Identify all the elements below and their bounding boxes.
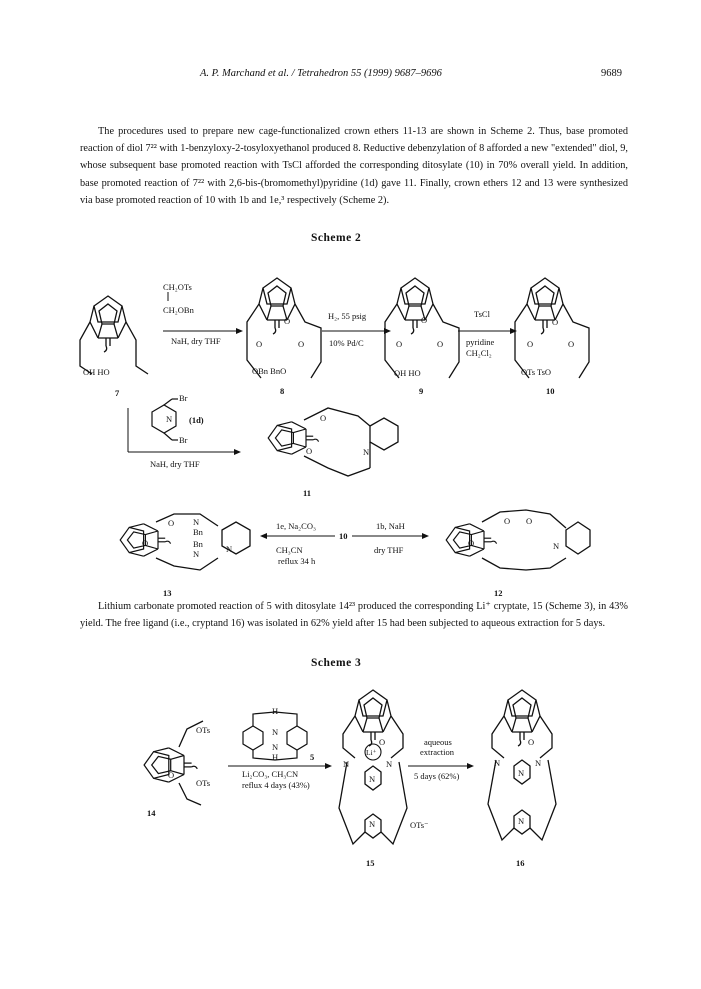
compound-12-label: 12 bbox=[494, 588, 503, 598]
label-o-12a: O bbox=[504, 516, 511, 526]
compound-14-structure bbox=[144, 721, 203, 805]
compound-5-label: 5 bbox=[310, 752, 315, 762]
label-n-11: N bbox=[363, 447, 370, 457]
pyridine-1d-structure bbox=[152, 399, 178, 440]
label-o-10a: O bbox=[552, 317, 559, 327]
running-head: A. P. Marchand et al. / Tetrahedron 55 (1999) 9687–9696 bbox=[200, 68, 442, 79]
paragraph-intro: The procedures used to prepare new cage-functionalized crown ethers 11-13 are shown in Scheme 2. Thus, base promoted reaction of diol 7²² with 1-benzyloxy-2-tosyloxyethanol produced 8. Reductive debenzylation of 8 afforded a new "extended" diol, 9, whose subsequent base promoted reaction with TsCl afforded the corresponding ditosylate (10) in 70% overall yield. In addition, base promoted reaction of 7²² with 2,6-bis-(bromomethyl)pyridine (1d) gave 11. Finally, crown ethers 12 and 13 were synthesized via base promoted reaction of 10 with 1b and 1e,³ respectively (Scheme 2). bbox=[80, 126, 628, 206]
reagent-1e: 1e, Na₂CO₃ bbox=[276, 521, 316, 531]
compound-10-structure bbox=[515, 278, 589, 378]
label-o-16: O bbox=[528, 737, 535, 747]
reagent-pdc: 10% Pd/C bbox=[329, 338, 364, 348]
label-n-15a: N bbox=[343, 759, 350, 769]
label-h-5b: H bbox=[272, 752, 279, 762]
compound-14-label: 14 bbox=[147, 808, 156, 818]
compound-7-structure bbox=[80, 296, 148, 374]
label-o-13a: O bbox=[168, 518, 175, 528]
label-n-16b: N bbox=[535, 758, 542, 768]
reagent-5days: 5 days (62%) bbox=[414, 771, 460, 781]
label-1d: (1d) bbox=[189, 415, 204, 425]
label-o-8c: O bbox=[298, 339, 305, 349]
compound-9-structure bbox=[385, 278, 459, 378]
label-o-12b: O bbox=[526, 516, 533, 526]
compound-15-label: 15 bbox=[366, 858, 375, 868]
label-oh-ho-9: OH HO bbox=[394, 368, 421, 378]
reagent-dry-thf: dry THF bbox=[374, 545, 404, 555]
label-h-5a: H bbox=[272, 706, 279, 716]
label-o-9b: O bbox=[396, 339, 403, 349]
label-o-10c: O bbox=[568, 339, 575, 349]
compound-7-label: 7 bbox=[115, 388, 120, 398]
reagent-aqueous: aqueous bbox=[424, 737, 452, 747]
reagent-pyridine: pyridine bbox=[466, 337, 495, 347]
reagent-extraction: extraction bbox=[420, 747, 454, 757]
label-obn-bno-8: OBn BnO bbox=[252, 366, 287, 376]
label-oh-ho-7: OH HO bbox=[83, 367, 110, 377]
compound-13-structure bbox=[120, 514, 250, 570]
scheme-3-title: Scheme 3 bbox=[311, 657, 362, 669]
reagent-ch2cl2: CH₂Cl₂ bbox=[466, 348, 492, 358]
reagent-h2: H₂, 55 psig bbox=[328, 311, 367, 321]
label-n-15c: N bbox=[369, 774, 376, 784]
label-br-1: Br bbox=[179, 393, 188, 403]
compound-16-label: 16 bbox=[516, 858, 525, 868]
label-o-13b: O bbox=[142, 538, 149, 548]
reagent-li2co3: Li₂CO₃, CH₃CN bbox=[242, 769, 299, 779]
reagent-ch3cn: CH₃CN bbox=[276, 545, 303, 555]
compound-8-structure bbox=[247, 278, 321, 378]
compound-8-label: 8 bbox=[280, 386, 285, 396]
label-n-13b: N bbox=[193, 549, 200, 559]
label-bn-13a: Bn bbox=[193, 527, 203, 537]
label-n-16d: N bbox=[518, 816, 525, 826]
compound-9-label: 9 bbox=[419, 386, 424, 396]
label-ots-minus: OTs⁻ bbox=[410, 820, 429, 830]
label-n-1d: N bbox=[166, 414, 173, 424]
compound-11-structure bbox=[268, 408, 398, 476]
page-number: 9689 bbox=[601, 68, 622, 79]
label-n-16c: N bbox=[518, 768, 525, 778]
label-br-2: Br bbox=[179, 435, 188, 445]
label-n-13c: N bbox=[226, 544, 233, 554]
label-o-9c: O bbox=[437, 339, 444, 349]
label-n-16a: N bbox=[494, 758, 501, 768]
label-ots-14b: OTs bbox=[196, 778, 211, 788]
label-n-15b: N bbox=[386, 759, 393, 769]
center-compound-10: 10 bbox=[339, 531, 348, 541]
reagent-nah-thf: NaH, dry THF bbox=[171, 336, 221, 346]
label-o-11b: O bbox=[306, 446, 313, 456]
label-o-15: O bbox=[379, 737, 386, 747]
label-o-9a: O bbox=[421, 315, 428, 325]
label-n-15d: N bbox=[369, 819, 376, 829]
reagent-ch2obn: CH₂OBn bbox=[163, 305, 194, 315]
compound-13-label: 13 bbox=[163, 588, 172, 598]
label-o-14: O bbox=[168, 770, 175, 780]
compound-11-label: 11 bbox=[303, 488, 312, 498]
reagent-reflux-4days: reflux 4 days (43%) bbox=[242, 780, 310, 790]
label-o-8b: O bbox=[256, 339, 263, 349]
compound-10-label: 10 bbox=[546, 386, 555, 396]
label-bn-13b: Bn bbox=[193, 539, 203, 549]
label-o-8a: O bbox=[284, 316, 291, 326]
label-n-5b: N bbox=[272, 742, 279, 752]
label-o-12c: O bbox=[468, 538, 475, 548]
paragraph-cryptate: Lithium carbonate promoted reaction of 5 with ditosylate 14²³ produced the corresponding Li⁺ cryptate, 15 (Scheme 3), in 43% yield. The free ligand (i.e., cryptand 16) was isolated in 62% yield after 15 had been subjected to aqueous extraction for 5 days. bbox=[80, 601, 628, 630]
label-ots-14a: OTs bbox=[196, 725, 211, 735]
label-li-15: Li⁺ bbox=[366, 748, 377, 757]
reagent-1b: 1b, NaH bbox=[376, 521, 405, 531]
reagent-ch2ots: CH₂OTs bbox=[163, 282, 192, 292]
reagent-tscl: TsCl bbox=[474, 309, 490, 319]
label-n-13a: N bbox=[193, 517, 200, 527]
scheme-2-title: Scheme 2 bbox=[311, 232, 362, 244]
reagent-1d-conditions: NaH, dry THF bbox=[150, 459, 200, 469]
label-o-10b: O bbox=[527, 339, 534, 349]
reagent-reflux-34h: reflux 34 h bbox=[278, 556, 316, 566]
label-ots-tso-10: OTs TsO bbox=[521, 367, 552, 377]
label-n-5a: N bbox=[272, 727, 279, 737]
label-n-12: N bbox=[553, 541, 560, 551]
label-o-11a: O bbox=[320, 413, 327, 423]
